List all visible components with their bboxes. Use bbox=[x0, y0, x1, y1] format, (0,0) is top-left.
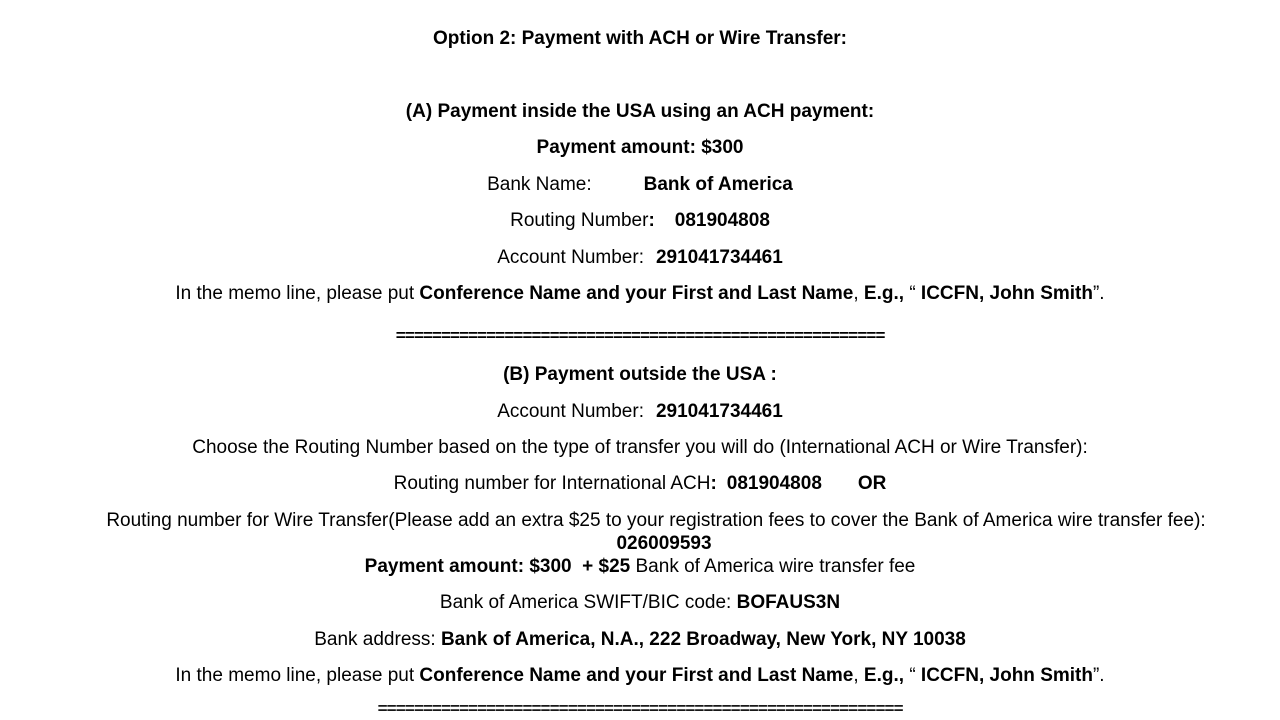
section-b-memo-instruction bbox=[0, 664, 1280, 687]
swift-label: Bank of America SWIFT/BIC code: bbox=[439, 592, 737, 613]
page-title: Option 2: Payment with ACH or Wire Transfer: bbox=[432, 28, 847, 49]
wire-routing-value: 026009593 bbox=[616, 533, 712, 554]
section-a-memo-instruction bbox=[0, 282, 1280, 305]
intl-ach-colon: : bbox=[710, 473, 717, 494]
section-a-routing-row bbox=[0, 209, 1280, 232]
memo-prefix: In the memo line, please put bbox=[175, 283, 420, 304]
separator-line: ====================================================== bbox=[395, 328, 885, 347]
section-b-address-row bbox=[0, 628, 1280, 651]
memo-bold-text: Conference Name and your First and Last Name bbox=[419, 665, 854, 686]
routing-number-label: Routing Number bbox=[510, 210, 649, 231]
section-b-payment-amount-row bbox=[0, 555, 1280, 578]
wire-routing-label: Routing number for Wire Transfer(Please add an extra $25 to your registration fees to cover the Bank of America wire transfer fee): bbox=[106, 510, 1206, 531]
memo-prefix: In the memo line, please put bbox=[175, 665, 420, 686]
memo-comma: , bbox=[853, 665, 864, 686]
memo-comma: , bbox=[853, 283, 864, 304]
memo-eg: E.g., bbox=[863, 283, 910, 304]
intl-ach-routing-value: 081904808 bbox=[726, 473, 822, 494]
section-b-choose-routing-text: Choose the Routing Number based on the type of transfer you will do (International ACH or Wire Transfer): bbox=[192, 437, 1088, 458]
account-number-value: 291041734461 bbox=[655, 247, 783, 268]
memo-quote-open: “ bbox=[909, 283, 921, 304]
routing-number-colon: : bbox=[648, 210, 655, 231]
memo-example: ICCFN, John Smith bbox=[920, 283, 1093, 304]
bank-name-value: Bank of America bbox=[643, 174, 793, 195]
section-b-swift-row bbox=[0, 591, 1280, 614]
account-number-value: 291041734461 bbox=[655, 401, 783, 422]
payment-amount-bold: Payment amount: $300 + $25 bbox=[364, 556, 631, 577]
bank-address-value: Bank of America, N.A., 222 Broadway, New York, NY 10038 bbox=[440, 629, 966, 650]
section-a-account-row bbox=[0, 246, 1280, 269]
section-a-bank-name-row bbox=[0, 173, 1280, 196]
intl-ach-label: Routing number for International ACH bbox=[393, 473, 711, 494]
payment-amount-fee-text: Bank of America wire transfer fee bbox=[630, 556, 916, 577]
memo-eg: E.g., bbox=[863, 665, 910, 686]
account-number-label: Account Number: bbox=[497, 401, 644, 422]
memo-quote-open: “ bbox=[909, 665, 921, 686]
separator-line: ========================================================== bbox=[377, 701, 903, 720]
section-b-wire-routing-row bbox=[95, 509, 1233, 555]
memo-quote-close: ”. bbox=[1092, 665, 1105, 686]
routing-number-value: 081904808 bbox=[674, 210, 770, 231]
or-label: OR bbox=[857, 473, 887, 494]
section-b-heading: (B) Payment outside the USA : bbox=[503, 364, 777, 385]
section-a-heading: (A) Payment inside the USA using an ACH payment: bbox=[405, 101, 875, 122]
section-b-account-row bbox=[0, 400, 1280, 423]
swift-code-value: BOFAUS3N bbox=[736, 592, 841, 613]
memo-quote-close: ”. bbox=[1092, 283, 1105, 304]
account-number-label: Account Number: bbox=[497, 247, 644, 268]
bank-name-label: Bank Name: bbox=[487, 174, 592, 195]
memo-bold-text: Conference Name and your First and Last Name bbox=[419, 283, 854, 304]
section-a-payment-amount: Payment amount: $300 bbox=[536, 137, 744, 158]
bank-address-label: Bank address: bbox=[314, 629, 441, 650]
section-b-intl-ach-row bbox=[0, 472, 1280, 495]
memo-example: ICCFN, John Smith bbox=[920, 665, 1093, 686]
